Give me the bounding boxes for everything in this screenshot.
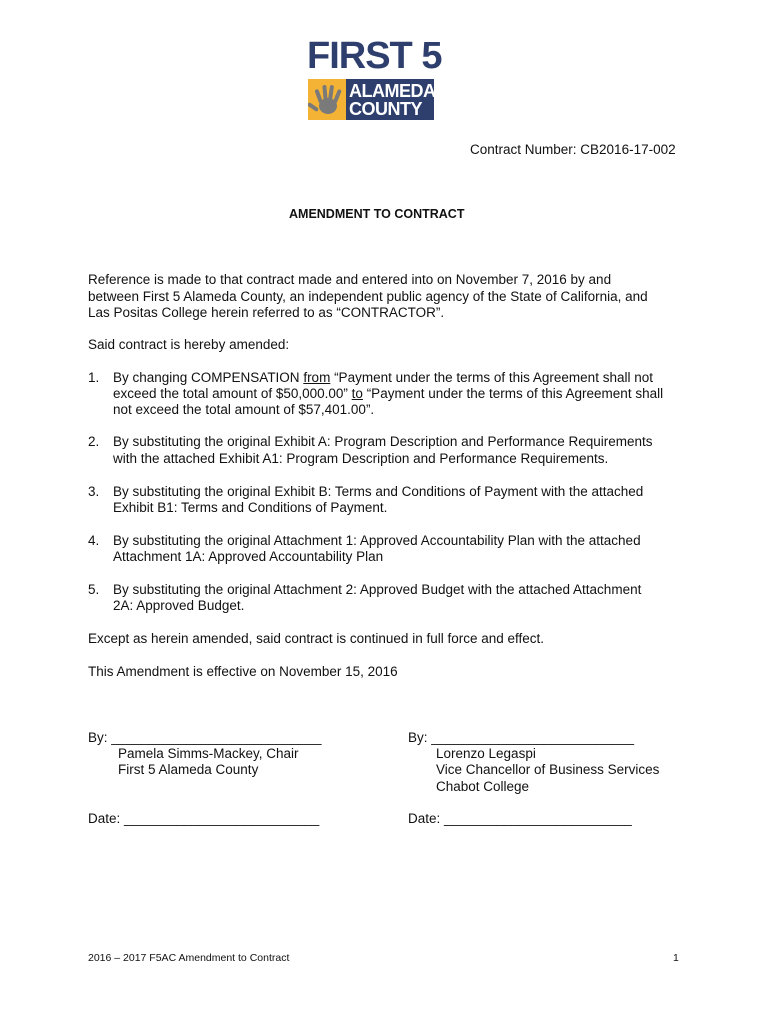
item-5-number: 5.	[88, 582, 100, 597]
logo-county-block	[346, 79, 434, 120]
hand-icon	[308, 79, 346, 120]
document-title: AMENDMENT TO CONTRACT	[289, 207, 465, 221]
item-1-text-a: By changing COMPENSATION	[113, 370, 304, 385]
intro-line-1: Reference is made to that contract made and entered into on November 7, 2016 by and	[88, 272, 612, 287]
item-3-line-1: By substituting the original Exhibit B: Terms and Conditions of Payment with the attached	[113, 484, 644, 499]
item-4-line-1: By substituting the original Attachment 1: Approved Accountability Plan with the attached	[113, 533, 641, 548]
item-1-line-3: not exceed the total amount of $57,401.00”.	[113, 402, 375, 417]
sign-right-org: Chabot College	[436, 779, 530, 794]
item-1-line-1	[113, 370, 653, 386]
said-contract-text: Said contract is hereby amended:	[88, 337, 290, 352]
item-2-line-2: with the attached Exhibit A1: Program Description and Performance Requirements.	[113, 451, 609, 466]
item-3-line-2: Exhibit B1: Terms and Conditions of Payment.	[113, 500, 388, 515]
item-2-number: 2.	[88, 434, 100, 449]
item-5-line-1: By substituting the original Attachment 2: Approved Budget with the attached Attachment	[113, 582, 642, 597]
logo-county-text: COUNTY	[349, 99, 422, 119]
sign-right-date-line[interactable]: Date: _________________________	[408, 811, 632, 826]
item-1-from: from	[303, 370, 331, 385]
item-1-text-c: exceed the total amount of $50,000.00”	[113, 386, 352, 401]
intro-line-2: between First 5 Alameda County, an independent public agency of the State of California, and	[88, 289, 648, 304]
sign-right-by-line[interactable]: By: ___________________________	[408, 730, 634, 745]
logo-first5-text: FIRST 5	[307, 35, 442, 77]
intro-line-3: Las Positas College herein referred to as “CONTRACTOR”.	[88, 305, 445, 320]
item-1-to: to	[351, 386, 363, 401]
first5-alameda-logo	[307, 35, 442, 122]
item-5-line-2: 2A: Approved Budget.	[113, 598, 245, 613]
logo-alameda-text: ALAMEDA	[349, 81, 436, 101]
sign-left-date-line[interactable]: Date: __________________________	[88, 811, 320, 826]
item-3-number: 3.	[88, 484, 100, 499]
sign-right-name: Lorenzo Legaspi	[436, 746, 536, 761]
footer-text: 2016 – 2017 F5AC Amendment to Contract	[88, 952, 290, 964]
item-4-line-2: Attachment 1A: Approved Accountability Plan	[113, 549, 384, 564]
item-1-text-d: “Payment under the terms of this Agreement shall	[362, 386, 664, 401]
sign-left-org: First 5 Alameda County	[118, 762, 259, 777]
sign-left-by-line[interactable]: By: ____________________________	[88, 730, 322, 745]
except-text: Except as herein amended, said contract is continued in full force and effect.	[88, 631, 545, 646]
item-2-line-1: By substituting the original Exhibit A: Program Description and Performance Requirements	[113, 434, 653, 449]
item-4-number: 4.	[88, 533, 100, 548]
contract-number: Contract Number: CB2016-17-002	[470, 142, 676, 157]
item-1-line-2	[113, 386, 663, 402]
sign-right-title: Vice Chancellor of Business Services	[436, 762, 660, 777]
effective-text: This Amendment is effective on November 15, 2016	[88, 664, 398, 679]
page-number: 1	[673, 952, 679, 964]
sign-left-name: Pamela Simms-Mackey, Chair	[118, 746, 299, 761]
item-1-number: 1.	[88, 370, 100, 385]
item-1-text-b: “Payment under the terms of this Agreement shall not	[330, 370, 653, 385]
